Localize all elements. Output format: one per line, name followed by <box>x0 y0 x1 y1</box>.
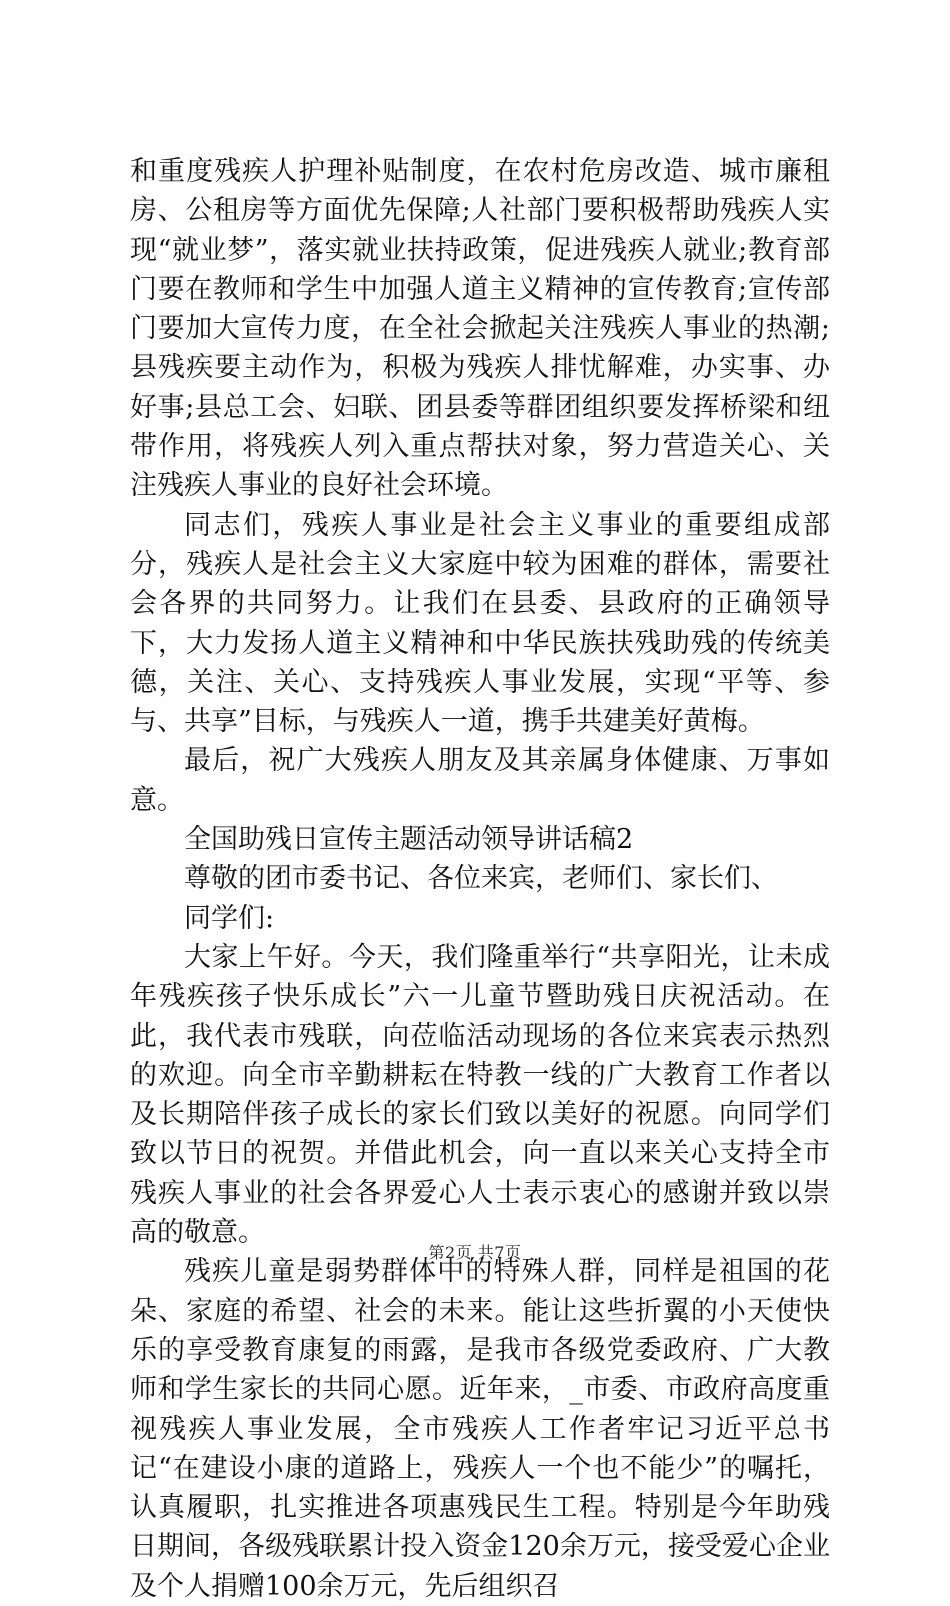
document-body <box>130 152 830 1606</box>
paragraph-3: 最后，祝广大残疾人朋友及其亲属身体健康、万事如意。 <box>130 745 830 816</box>
page-number-footer: 第2页 共7页 <box>428 1243 522 1262</box>
paragraph-1: 和重度残疾人护理补贴制度，在农村危房改造、城市廉租房、公租房等方面优先保障;人社部门要积极帮助残疾人实现“就业梦”，落实就业扶持政策，促进残疾人就业;教育部门要在教师和学生中加强人道主义精神的宣传教育;宣传部门要加大宣传力度，在全社会掀起关注残疾人事业的热潮;县残疾要主动作为，积极为残疾人排忧解难，办实事、办好事;县总工会、妇联、团县委等群团组织要发挥桥梁和纽带作用，将残疾人列入重点帮扶对象，努力营造关心、关注残疾人事业的良好社会环境。 <box>130 156 830 502</box>
section-heading: 全国助残日宣传主题活动领导讲话稿2 <box>184 824 634 856</box>
paragraph-7: 大家上午好。今天，我们隆重举行“共享阳光，让未成年残疾孩子快乐成长”六一儿童节暨助残日庆祝活动。在此，我代表市残联，向莅临活动现场的各位来宾表示热烈的欢迎。向全市辛勤耕耘在特教一线的广大教育工作者以及长期陪伴孩子成长的家长们致以美好的祝愿。向同学们致以节日的祝贺。并借此机会，向一直以来关心支持全市残疾人事业的社会各界爱心人士表示衷心的感谢并致以崇高的敬意。 <box>130 941 830 1249</box>
paragraph-8: 残疾儿童是弱势群体中的特殊人群，同样是祖国的花朵、家庭的希望、社会的未来。能让这些折翼的小天使快乐的享受教育康复的雨露，是我市各级党委政府、广大教师和学生家长的共同心愿。近年来，_市委、市政府高度重视残疾人事业发展，全市残疾人工作者牢记习近平总书记“在建设小康的道路上，残疾人一个也不能少”的嘱托，认真履职，扎实推进各项惠残民生工程。特别是今年助残日期间，各级残联累计投入资金120余万元，接受爱心企业及个人捐赠100余万元，先后组织召 <box>130 1256 830 1602</box>
salutation-line-2: 同学们: <box>184 902 275 934</box>
paragraph-2: 同志们，残疾人事业是社会主义事业的重要组成部分，残疾人是社会主义大家庭中较为困难的群体，需要社会各界的共同努力。让我们在县委、县政府的正确领导下，大力发扬人道主义精神和中华民族扶残助残的传统美德，关注、关心、支持残疾人事业发展，实现“平等、参与、共享”目标，与残疾人一道，携手共建美好黄梅。 <box>130 509 830 738</box>
salutation-line-1: 尊敬的团市委书记、各位来宾，老师们、家长们、 <box>184 863 778 895</box>
